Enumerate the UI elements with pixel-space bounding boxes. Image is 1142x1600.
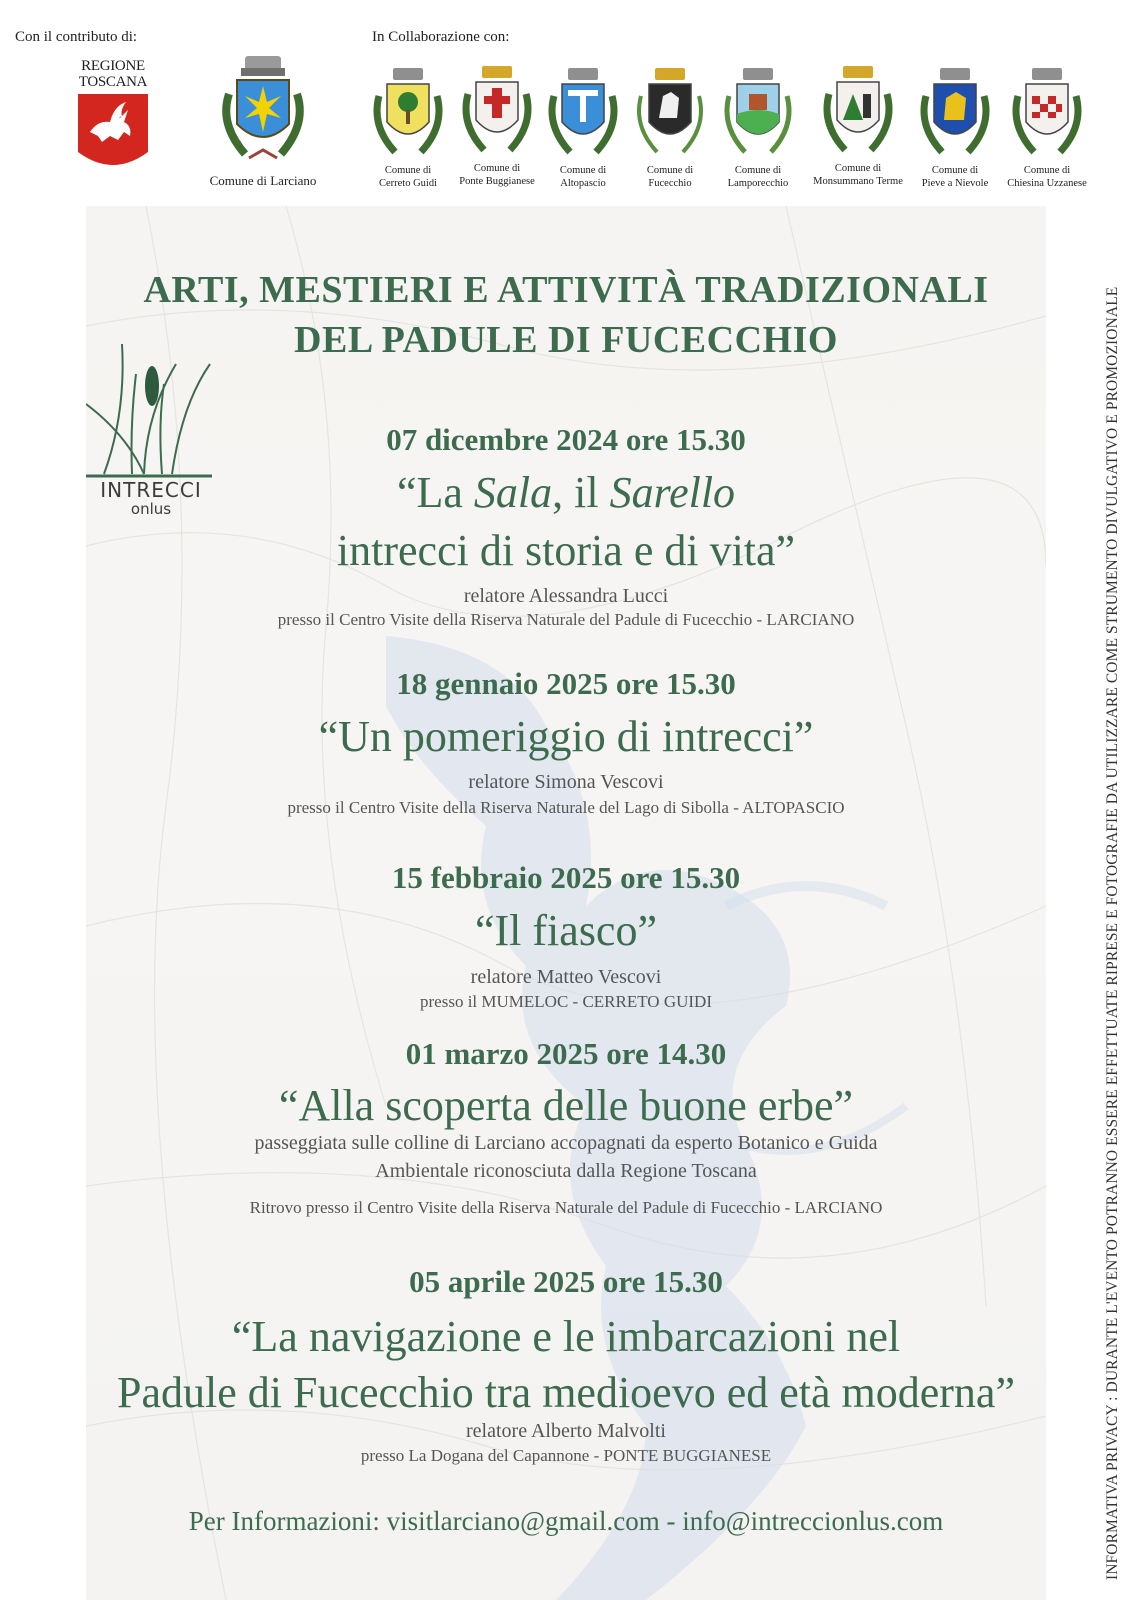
comune-label-line1: Comune di: [646, 165, 694, 176]
larciano-crest: [200, 54, 326, 187]
poster-title-line1: ARTI, MESTIERI E ATTIVITÀ TRADIZIONALI: [143, 269, 989, 311]
crest-monsummano-terme: [806, 64, 910, 188]
regione-label-line2: TOSCANA: [78, 74, 148, 90]
comune-label-line2: Monsummano Terme: [813, 176, 903, 187]
crest-fucecchio: [630, 66, 710, 190]
event-1-title-part: , il: [552, 468, 610, 517]
event-5-date: 05 aprile 2025 ore 15.30: [409, 1264, 723, 1299]
event-4-desc-line1: passeggiata sulle colline di Larciano accopagnati da esperto Botanico e Guida: [254, 1132, 878, 1154]
event-1-title-line2: intrecci di storia e di vita”: [336, 526, 796, 575]
intrecci-name: INTRECCI: [100, 478, 202, 502]
comune-label-line1: Comune di: [559, 165, 607, 176]
comune-label-line2: Ponte Buggianese: [459, 176, 535, 187]
comune-label-line1: Comune di: [931, 165, 979, 176]
event-2-speaker: relatore Simona Vescovi: [468, 771, 664, 793]
crest-pieve-a-nievole: [912, 66, 998, 190]
collaborazione-label: In Collaborazione con:: [372, 29, 510, 45]
comune-label-line2: Lamporecchio: [727, 178, 789, 189]
comune-label-line2: Fucecchio: [648, 178, 692, 189]
event-1-title-line1: [86, 464, 1046, 522]
poster-title-line2: DEL PADULE DI FUCECCHIO: [294, 319, 838, 361]
crest-cerreto-guidi: [364, 66, 452, 190]
event-2-place: presso il Centro Visite della Riserva Naturale del Lago di Sibolla - ALTOPASCIO: [287, 798, 845, 817]
event-3-date: 15 febbraio 2025 ore 15.30: [391, 860, 741, 895]
regione-toscana-logo: [72, 58, 154, 172]
comune-label-line2: Cerreto Guidi: [378, 178, 438, 189]
event-1-title-italic: Sarello: [609, 468, 736, 517]
cerreto-guidi-crest-icon: [369, 66, 447, 162]
contact-info: Per Informazioni: visitlarciano@gmail.com - info@intreccionlus.com: [188, 1506, 944, 1536]
fucecchio-crest-icon: [631, 66, 709, 162]
comune-label-line1: Comune di: [834, 163, 882, 174]
comune-label-line2: Altopascio: [560, 178, 606, 189]
privacy-notice: INFORMATIVA PRIVACY : DURANTE L'EVENTO POTRANNO ESSERE EFFETTUATE RIPRESE E FOTOGRAFIE DA UTILIZZARE COME STRUMENTO DIVULGATIVO E PROMOZIONALE: [1104, 286, 1121, 1580]
comune-label-line1: Comune di: [1023, 165, 1071, 176]
event-1-title-part: “La: [396, 468, 474, 517]
crest-lamporecchio: [714, 66, 802, 190]
larciano-crest-icon: [215, 54, 311, 172]
event-3-title: “Il fiasco”: [475, 906, 657, 955]
event-1-speaker: relatore Alessandra Lucci: [463, 585, 669, 607]
comune-label-line2: Chiesina Uzzanese: [1007, 178, 1087, 189]
crest-chiesina-uzzanese: [1000, 66, 1094, 190]
event-2-date: 18 gennaio 2025 ore 15.30: [396, 666, 736, 701]
event-4-title: “Alla scoperta delle buone erbe”: [278, 1081, 854, 1130]
regione-label-line1: REGIONE: [81, 58, 145, 74]
monsummano-crest-icon: [819, 64, 897, 160]
event-5-title-line1: “La navigazione e le imbarcazioni nel: [231, 1312, 901, 1361]
event-5-speaker: relatore Alberto Malvolti: [466, 1420, 666, 1442]
comune-label-line2: Pieve a Nievole: [921, 178, 989, 189]
event-5-place: presso La Dogana del Capannone - PONTE BUGGIANESE: [360, 1446, 772, 1465]
comune-label-line1: Comune di: [384, 165, 432, 176]
lamporecchio-crest-icon: [719, 66, 797, 162]
event-1-date: 07 dicembre 2024 ore 15.30: [386, 422, 746, 457]
event-1-place: presso il Centro Visite della Riserva Naturale del Padule di Fucecchio - LARCIANO: [277, 610, 855, 629]
event-3-place: presso il MUMELOC - CERRETO GUIDI: [420, 992, 712, 1011]
event-4-place: Ritrovo presso il Centro Visite della Riserva Naturale del Padule di Fucecchio - LARCIANO: [249, 1198, 883, 1217]
contributo-label: Con il contributo di:: [15, 29, 138, 45]
larciano-label: Comune di Larciano: [209, 173, 317, 188]
event-4-date: 01 marzo 2025 ore 14.30: [405, 1036, 727, 1071]
intrecci-sub: onlus: [130, 500, 172, 518]
pegasus-icon: [76, 92, 150, 172]
chiesina-uzzanese-crest-icon: [1008, 66, 1086, 162]
event-1-title-italic: Sala: [473, 468, 553, 517]
comune-label-line1: Comune di: [734, 165, 782, 176]
event-2-title: “Un pomeriggio di intrecci”: [318, 712, 814, 761]
event-5-title-line2: Padule di Fucecchio tra medioevo ed età moderna”: [117, 1368, 1015, 1417]
pieve-a-nievole-crest-icon: [916, 66, 994, 162]
crest-altopascio: [542, 66, 624, 190]
event-4-desc-line2: Ambientale riconosciuta dalla Regione Toscana: [375, 1160, 757, 1182]
poster-content: [86, 206, 1046, 1600]
comune-label-line1: Comune di: [473, 163, 521, 174]
ponte-buggianese-crest-icon: [458, 64, 536, 160]
altopascio-crest-icon: [544, 66, 622, 162]
event-3-speaker: relatore Matteo Vescovi: [470, 966, 662, 988]
crest-ponte-buggianese: [452, 64, 542, 188]
event-poster: [86, 206, 1046, 1600]
